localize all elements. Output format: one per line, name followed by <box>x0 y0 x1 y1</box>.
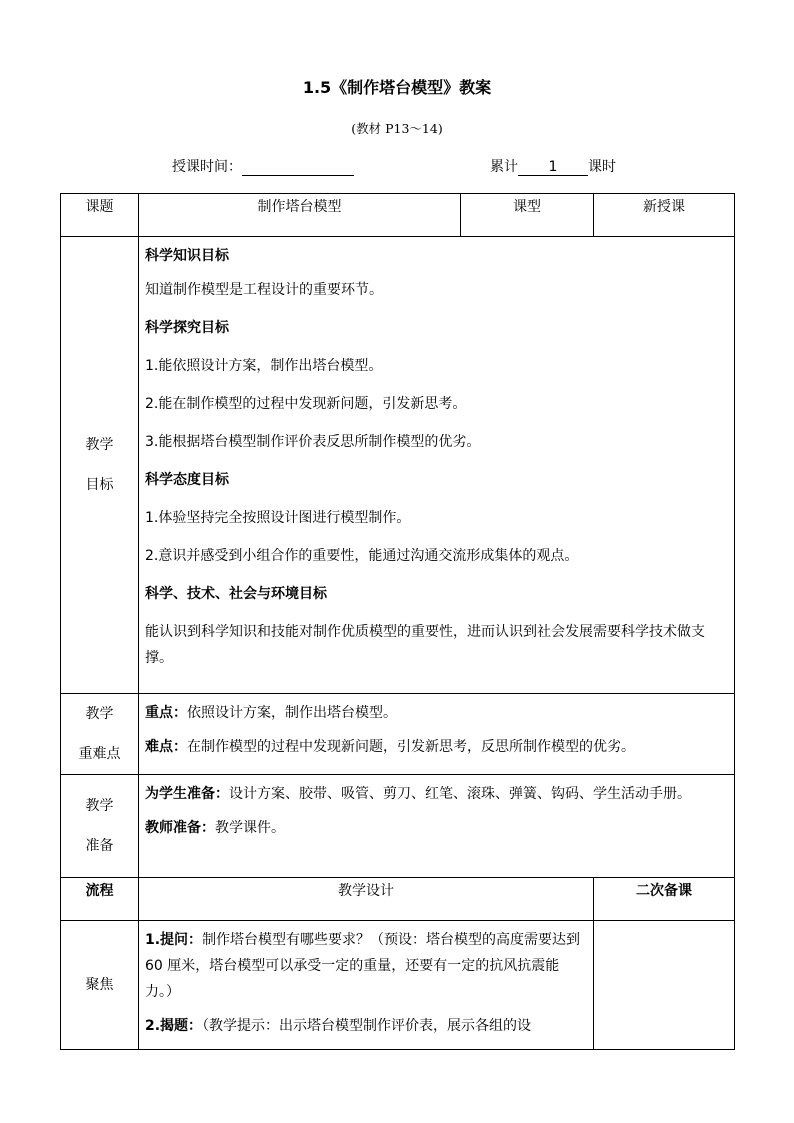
stse-text: 能认识到科学知识和技能对制作优质模型的重要性，进而认识到社会发展需要科学技术做支撑。 <box>145 624 705 666</box>
focus-content <box>139 921 594 1050</box>
reveal-text: （教学提示：出示塔台模型制作评价表，展示各组的设 <box>202 1018 532 1034</box>
total-label: 累计 <box>490 159 518 175</box>
hours-label: 课时 <box>588 159 616 175</box>
inquiry-heading: 科学探究目标 <box>145 320 229 336</box>
textbook-pages: (教材 P13～14) <box>351 121 443 136</box>
attitude-item-1: 1.体验坚持完全按照设计图进行模型制作。 <box>145 510 411 526</box>
keypoints-label-line1: 教学 <box>85 706 114 722</box>
preparation-label-line1: 教学 <box>85 798 114 814</box>
attitude-item-2: 2.意识并感受到小组合作的重要性，能通过沟通交流形成集体的观点。 <box>145 548 579 564</box>
keypoints-label <box>61 694 139 775</box>
knowledge-heading: 科学知识目标 <box>145 248 229 264</box>
student-prep-text: 设计方案、胶带、吸管、剪刀、红笔、滚珠、弹簧、钩码、学生活动手册。 <box>229 786 691 802</box>
second-prep-cell <box>594 921 735 1050</box>
objectives-label-line1: 教学 <box>85 437 114 453</box>
topic-row <box>61 194 735 237</box>
knowledge-text: 知道制作模型是工程设计的重要环节。 <box>145 282 383 298</box>
page-title: 1.5《制作塔台模型》教案 <box>302 78 492 97</box>
lesson-count <box>490 156 616 176</box>
teacher-prep-text: 教学课件。 <box>215 820 285 836</box>
question-label: 1.提问： <box>145 932 203 948</box>
objectives-row <box>61 237 735 694</box>
objectives-label-line2: 目标 <box>85 477 114 493</box>
flow-header: 流程 <box>61 878 139 921</box>
objectives-content <box>139 237 735 694</box>
preparation-content <box>139 775 735 878</box>
focus-row <box>61 921 735 1050</box>
inquiry-item-2: 2.能在制作模型的过程中发现新问题，引发新思考。 <box>145 396 467 412</box>
process-header-row <box>61 878 735 921</box>
topic-value: 制作塔台模型 <box>139 194 461 237</box>
question-text: 制作塔台模型有哪些要求？（预设：塔台模型的高度需要达到 60 厘米，塔台模型可以承受一定的重量，还要有一定的抗风抗震能力。） <box>145 932 581 1000</box>
type-value: 新授课 <box>594 194 735 237</box>
reveal-label: 2.揭题： <box>145 1018 203 1034</box>
preparation-row <box>61 775 735 878</box>
preparation-label <box>61 775 139 878</box>
preparation-label-line2: 准备 <box>85 838 114 854</box>
objectives-label <box>61 237 139 694</box>
key-text: 依照设计方案，制作出塔台模型。 <box>187 705 397 721</box>
total-value: 1 <box>518 159 588 176</box>
inquiry-item-3: 3.能根据塔台模型制作评价表反思所制作模型的优劣。 <box>145 434 481 450</box>
design-header: 教学设计 <box>139 878 594 921</box>
key-label: 重点： <box>145 705 187 721</box>
teacher-prep-label: 教师准备： <box>145 820 215 836</box>
lesson-time-label: 授课时间： <box>172 159 242 175</box>
student-prep-label: 为学生准备： <box>145 786 229 802</box>
stse-heading: 科学、技术、社会与环境目标 <box>145 586 327 602</box>
type-label: 课型 <box>461 194 594 237</box>
keypoints-row <box>61 694 735 775</box>
lesson-plan-table <box>60 193 735 1050</box>
difficulty-label: 难点： <box>145 739 187 755</box>
topic-label: 课题 <box>61 194 139 237</box>
focus-label <box>61 921 139 1050</box>
second-prep-header: 二次备课 <box>594 878 735 921</box>
inquiry-item-1: 1.能依照设计方案，制作出塔台模型。 <box>145 358 383 374</box>
difficulty-text: 在制作模型的过程中发现新问题，引发新思考，反思所制作模型的优劣。 <box>187 739 635 755</box>
focus-label-text: 聚焦 <box>85 977 114 993</box>
lesson-time-blank <box>242 175 354 176</box>
keypoints-label-line2: 重难点 <box>78 746 121 762</box>
keypoints-content <box>139 694 735 775</box>
lesson-time <box>172 156 354 176</box>
attitude-heading: 科学态度目标 <box>145 472 229 488</box>
